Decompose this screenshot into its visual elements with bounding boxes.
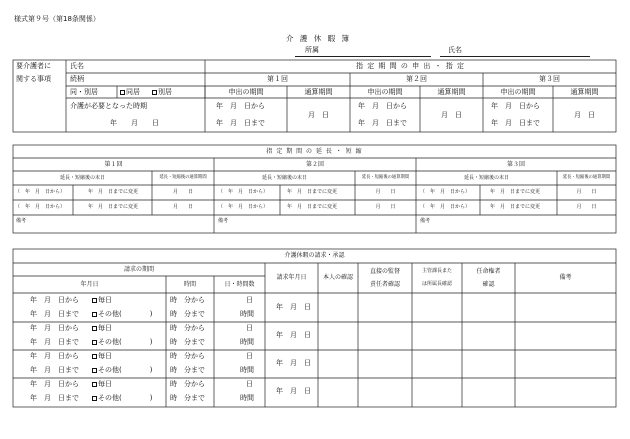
ext-r1-from: （ 年 月 日から） — [15, 204, 66, 210]
hour-unit: 時間 — [240, 310, 254, 318]
daily-checkbox[interactable]: 毎日 — [92, 353, 112, 360]
request-date: 年 月 日 — [276, 387, 311, 395]
requested-period-header: 申出の期間 — [228, 88, 264, 96]
ext-r1-total: 月 日 — [172, 204, 193, 210]
dept-label: 所属 — [305, 46, 319, 54]
req-to: 年 月 日まで — [30, 338, 79, 346]
care-recipient-label-line1: 要介護者に — [16, 62, 51, 70]
authority-header-1: 任命権者 — [476, 268, 501, 275]
time-from: 時 分から — [170, 324, 205, 332]
care-start-label: 介護が必要となった時期 — [70, 102, 147, 110]
ext-remarks-3: 備考 — [420, 218, 431, 224]
ext-total-header: 延長・短縮後の通算期間 — [159, 175, 207, 180]
total-period-header: 通算期間 — [304, 88, 333, 96]
care-start-date: 年 月 日 — [110, 119, 159, 127]
round2-from: 年 月 日から — [358, 102, 407, 110]
ext-r3-change: 年 月 日までに変更 — [490, 189, 541, 195]
req-from: 年 月 日から — [30, 324, 79, 332]
ext-end-header: 延長・短縮後の末日 — [463, 175, 509, 181]
req-to: 年 月 日まで — [30, 310, 79, 318]
ext-total-header: 延長・短縮後の通算期間 — [562, 175, 611, 180]
ext-r2-from: （ 年 月 日から） — [218, 189, 269, 195]
requested-period-header: 申出の期間 — [500, 88, 536, 96]
form-number: 様式第９号（第18条関係） — [14, 15, 100, 23]
self-confirm-column-header: 本人の確認 — [322, 274, 353, 281]
authority-header-2: 確認 — [482, 281, 495, 288]
ext-r2-from: （ 年 月 日から） — [218, 204, 269, 210]
care-recipient-label-line2: 関する事項 — [16, 75, 51, 83]
ext-r2-total: 月 日 — [375, 189, 396, 195]
requested-period-header: 申出の期間 — [367, 88, 403, 96]
other-checkbox[interactable]: その他( ) — [92, 395, 152, 402]
checkbox-icon — [92, 326, 97, 331]
supervisor-header-2: 責任者確認 — [369, 281, 400, 288]
remarks-column-header: 備考 — [559, 274, 572, 281]
ext-r1-from: （ 年 月 日から） — [15, 189, 66, 195]
time-to: 時 分まで — [170, 310, 205, 318]
ext-round-2: 第２回 — [305, 161, 324, 168]
time-from: 時 分から — [170, 352, 205, 360]
req-from: 年 月 日から — [30, 296, 79, 304]
time-to: 時 分まで — [170, 366, 205, 374]
total-period-header: 通算期間 — [570, 88, 599, 96]
round3-to: 年 月 日まで — [491, 119, 540, 127]
ext-round-1: 第１回 — [104, 161, 123, 168]
total-period-header: 通算期間 — [437, 88, 466, 96]
time-to: 時 分まで — [170, 338, 205, 346]
ext-r2-change: 年 月 日までに変更 — [287, 189, 338, 195]
ext-r3-change: 年 月 日までに変更 — [490, 204, 541, 210]
round-1-header: 第１回 — [267, 75, 288, 83]
days-hours-column-header: 日・時間数 — [224, 281, 255, 288]
other-checkbox[interactable]: その他( ) — [92, 367, 152, 374]
round2-to: 年 月 日まで — [358, 119, 407, 127]
checkbox-icon — [92, 298, 97, 303]
request-period-header: 請求の期間 — [123, 266, 154, 273]
time-from: 時 分から — [170, 380, 205, 388]
checkbox-icon — [92, 382, 97, 387]
ext-end-header: 延長・短縮後の末日 — [59, 175, 105, 181]
ext-round-3: 第３回 — [506, 161, 525, 168]
page-title: 介 護 休 暇 簿 — [286, 34, 352, 43]
cohabit-checkbox[interactable]: 同居 — [120, 89, 140, 96]
hour-unit: 時間 — [240, 338, 254, 346]
day-unit: 日 — [246, 324, 253, 332]
round3-total: 月 日 — [574, 111, 595, 119]
checkbox-icon — [92, 340, 97, 345]
checkbox-icon — [152, 90, 157, 95]
round1-total: 月 日 — [308, 111, 329, 119]
time-from: 時 分から — [170, 296, 205, 304]
hour-unit: 時間 — [240, 366, 254, 374]
round2-total: 月 日 — [441, 111, 462, 119]
time-column-header: 時間 — [183, 281, 196, 288]
ext-remarks-1: 備考 — [16, 218, 27, 224]
ext-r3-from: （ 年 月 日から） — [420, 189, 471, 195]
ext-total-header: 延長・短縮後の通算期間 — [361, 175, 410, 180]
checkbox-icon — [92, 396, 97, 401]
ext-r1-change: 年 月 日までに変更 — [88, 204, 139, 210]
daily-checkbox[interactable]: 毎日 — [92, 325, 112, 332]
ext-r3-total: 月 日 — [576, 189, 597, 195]
supervisor-header-1: 直接の監督 — [369, 268, 400, 275]
separate-checkbox[interactable]: 別居 — [152, 89, 172, 96]
ext-r2-total: 月 日 — [375, 204, 396, 210]
extension-section-title: 指 定 期 間 の 延 長 ・ 短 縮 — [266, 148, 363, 155]
checkbox-icon — [92, 354, 97, 359]
employee-name-label: 氏名 — [448, 46, 462, 54]
request-date-column-header: 請求年月日 — [276, 274, 307, 281]
day-unit: 日 — [246, 296, 253, 304]
round-2-header: 第２回 — [406, 75, 427, 83]
request-date: 年 月 日 — [276, 303, 311, 311]
checkbox-icon — [120, 90, 125, 95]
hour-unit: 時間 — [240, 394, 254, 402]
req-to: 年 月 日まで — [30, 394, 79, 402]
req-from: 年 月 日から — [30, 380, 79, 388]
round3-from: 年 月 日から — [491, 102, 540, 110]
day-unit: 日 — [246, 352, 253, 360]
req-from: 年 月 日から — [30, 352, 79, 360]
daily-checkbox[interactable]: 毎日 — [92, 297, 112, 304]
ext-r1-total: 月 日 — [172, 189, 193, 195]
other-checkbox[interactable]: その他( ) — [92, 339, 152, 346]
day-unit: 日 — [246, 380, 253, 388]
round-3-header: 第３回 — [539, 75, 560, 83]
request-section-title: 介護休暇の請求・承認 — [284, 252, 345, 259]
ext-r2-change: 年 月 日までに変更 — [287, 204, 338, 210]
ext-r1-change: 年 月 日までに変更 — [88, 189, 139, 195]
request-date: 年 月 日 — [276, 359, 311, 367]
ext-r3-total: 月 日 — [576, 204, 597, 210]
relationship-label: 続柄 — [70, 75, 84, 83]
recipient-name-label: 氏名 — [70, 62, 84, 70]
request-date: 年 月 日 — [276, 331, 311, 339]
checkbox-icon — [92, 312, 97, 317]
daily-checkbox[interactable]: 毎日 — [92, 381, 112, 388]
checkbox-icon — [92, 368, 97, 373]
section-head-header-2: は所属長確認 — [421, 281, 452, 287]
date-column-header: 年月日 — [80, 281, 99, 288]
req-to: 年 月 日まで — [30, 366, 79, 374]
ext-end-header: 延長・短縮後の末日 — [261, 175, 307, 181]
time-to: 時 分まで — [170, 394, 205, 402]
section-head-header-1: 主管課長また — [421, 268, 452, 274]
ext-remarks-2: 備考 — [218, 218, 229, 224]
round1-to: 年 月 日まで — [216, 119, 265, 127]
cohabitation-label: 同・別居 — [70, 88, 98, 96]
ext-r3-from: （ 年 月 日から） — [420, 204, 471, 210]
other-checkbox[interactable]: その他( ) — [92, 311, 152, 318]
designation-period-header: 指 定 期 間 の 申 出 ・ 指 定 — [355, 62, 466, 70]
round1-from: 年 月 日から — [216, 102, 265, 110]
